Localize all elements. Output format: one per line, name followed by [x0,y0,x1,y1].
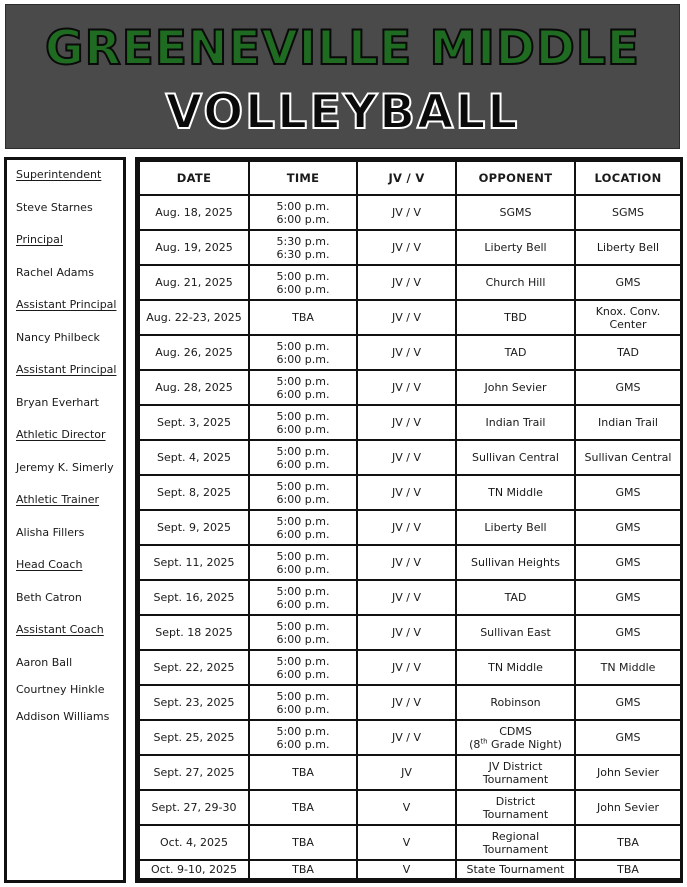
location-cell: Sullivan Central [575,440,681,475]
location-cell: GMS [575,370,681,405]
opponent-cell: District Tournament [456,790,575,825]
level-cell: JV / V [357,615,456,650]
level-cell: V [357,825,456,860]
opponent-cell: TAD [456,580,575,615]
table-row [139,615,681,650]
level-cell: V [357,860,456,879]
date-cell: Sept. 9, 2025 [139,510,249,545]
table-row [139,685,681,720]
level-cell: JV / V [357,195,456,230]
table-row [139,300,681,335]
staff-role: Principal [16,233,63,246]
location-cell: GMS [575,545,681,580]
time-cell: 5:00 p.m. 6:00 p.m. [249,510,357,545]
opponent-cell: TBD [456,300,575,335]
location-cell: SGMS [575,195,681,230]
opponent-cell: JV District Tournament [456,755,575,790]
date-cell: Aug. 21, 2025 [139,265,249,300]
opponent-cell: Regional Tournament [456,825,575,860]
date-cell: Sept. 23, 2025 [139,685,249,720]
level-cell: JV / V [357,405,456,440]
level-cell: JV / V [357,300,456,335]
staff-name: Jeremy K. Simerly [16,460,114,474]
time-cell: TBA [249,825,357,860]
opponent-cell: John Sevier [456,370,575,405]
time-cell: 5:00 p.m. 6:00 p.m. [249,475,357,510]
staff-role: Assistant Principal [16,298,117,311]
level-cell: JV / V [357,265,456,300]
staff-name: Aaron Ball [16,655,73,669]
level-cell: JV / V [357,370,456,405]
level-cell: JV / V [357,230,456,265]
location-cell: Liberty Bell [575,230,681,265]
table-row [139,335,681,370]
table-row [139,580,681,615]
location-cell: TBA [575,825,681,860]
time-cell: TBA [249,860,357,879]
table-row [139,545,681,580]
location-cell: John Sevier [575,790,681,825]
table-row [139,440,681,475]
time-cell: TBA [249,790,357,825]
time-cell: 5:00 p.m. 6:00 p.m. [249,615,357,650]
time-cell: 5:00 p.m. 6:00 p.m. [249,335,357,370]
staff-name: Nancy Philbeck [16,330,100,344]
time-cell: 5:00 p.m. 6:00 p.m. [249,370,357,405]
time-cell: 5:00 p.m. 6:00 p.m. [249,580,357,615]
time-cell: 5:00 p.m. 6:00 p.m. [249,265,357,300]
time-cell: 5:00 p.m. 6:00 p.m. [249,720,357,755]
location-cell: John Sevier [575,755,681,790]
level-cell: JV / V [357,440,456,475]
schedule-table-container [135,157,683,883]
date-cell: Sept. 4, 2025 [139,440,249,475]
staff-name: Courtney Hinkle [16,682,105,696]
staff-name: Rachel Adams [16,265,94,279]
table-row [139,195,681,230]
header-level: JV / V [357,161,456,195]
opponent-cell: Liberty Bell [456,230,575,265]
level-cell: JV / V [357,475,456,510]
staff-role: Assistant Coach [16,623,104,636]
staff-role: Head Coach [16,558,83,571]
header-banner [5,4,680,149]
table-row [139,860,681,879]
header-date: DATE [139,161,249,195]
opponent-cell: Robinson [456,685,575,720]
opponent-cell: Sullivan East [456,615,575,650]
table-row [139,790,681,825]
location-cell: GMS [575,685,681,720]
time-cell: 5:00 p.m. 6:00 p.m. [249,685,357,720]
header-time: TIME [249,161,357,195]
header-opponent: OPPONENT [456,161,575,195]
staff-list [4,157,126,883]
opponent-cell: Church Hill [456,265,575,300]
staff-role: Superintendent [16,168,102,181]
time-cell: 5:00 p.m. 6:00 p.m. [249,650,357,685]
time-cell: 5:30 p.m. 6:30 p.m. [249,230,357,265]
table-row [139,405,681,440]
staff-name: Alisha Fillers [16,525,85,539]
opponent-cell: TN Middle [456,475,575,510]
staff-name: Addison Williams [16,709,110,723]
opponent-cell: State Tournament [456,860,575,879]
opponent-cell: Sullivan Heights [456,545,575,580]
date-cell: Sept. 8, 2025 [139,475,249,510]
location-cell: TAD [575,335,681,370]
table-header-row [139,161,681,195]
level-cell: JV / V [357,685,456,720]
school-title: GREENEVILLE MIDDLE [45,21,640,76]
date-cell: Aug. 22-23, 2025 [139,300,249,335]
date-cell: Oct. 9-10, 2025 [139,860,249,879]
table-row [139,370,681,405]
table-row [139,650,681,685]
date-cell: Sept. 11, 2025 [139,545,249,580]
location-cell: Knox. Conv. Center [575,300,681,335]
location-cell: GMS [575,615,681,650]
level-cell: JV / V [357,720,456,755]
location-cell: GMS [575,475,681,510]
opponent-cell: SGMS [456,195,575,230]
time-cell: 5:00 p.m. 6:00 p.m. [249,195,357,230]
location-cell: GMS [575,720,681,755]
table-row [139,230,681,265]
staff-name: Beth Catron [16,590,82,604]
schedule-table [138,160,682,880]
location-cell: GMS [575,265,681,300]
date-cell: Sept. 3, 2025 [139,405,249,440]
table-row [139,475,681,510]
table-row [139,265,681,300]
time-cell: TBA [249,300,357,335]
staff-role: Athletic Trainer [16,493,100,506]
time-cell: 5:00 p.m. 6:00 p.m. [249,405,357,440]
date-cell: Aug. 28, 2025 [139,370,249,405]
date-cell: Sept. 27, 2025 [139,755,249,790]
sport-title: VOLLEYBALL [165,85,520,140]
opponent-cell: Liberty Bell [456,510,575,545]
opponent-cell: Sullivan Central [456,440,575,475]
staff-name: Bryan Everhart [16,395,99,409]
opponent-cell: TN Middle [456,650,575,685]
opponent-cell: TAD [456,335,575,370]
staff-role: Athletic Director [16,428,106,441]
level-cell: JV / V [357,580,456,615]
table-row [139,510,681,545]
date-cell: Oct. 4, 2025 [139,825,249,860]
level-cell: JV / V [357,510,456,545]
level-cell: JV / V [357,545,456,580]
location-cell: Indian Trail [575,405,681,440]
date-cell: Aug. 18, 2025 [139,195,249,230]
table-row [139,825,681,860]
date-cell: Sept. 25, 2025 [139,720,249,755]
date-cell: Sept. 22, 2025 [139,650,249,685]
level-cell: V [357,790,456,825]
time-cell: TBA [249,755,357,790]
level-cell: JV / V [357,650,456,685]
location-cell: TN Middle [575,650,681,685]
location-cell: TBA [575,860,681,879]
time-cell: 5:00 p.m. 6:00 p.m. [249,545,357,580]
date-cell: Sept. 18 2025 [139,615,249,650]
header-location: LOCATION [575,161,681,195]
location-cell: GMS [575,510,681,545]
time-cell: 5:00 p.m. 6:00 p.m. [249,440,357,475]
opponent-cell: CDMS (8th Grade Night) [456,720,575,755]
staff-name: Steve Starnes [16,200,93,214]
date-cell: Sept. 16, 2025 [139,580,249,615]
level-cell: JV [357,755,456,790]
level-cell: JV / V [357,335,456,370]
location-cell: GMS [575,580,681,615]
opponent-cell: Indian Trail [456,405,575,440]
table-row [139,755,681,790]
date-cell: Aug. 19, 2025 [139,230,249,265]
staff-role: Assistant Principal [16,363,117,376]
date-cell: Sept. 27, 29-30 [139,790,249,825]
table-row [139,720,681,755]
date-cell: Aug. 26, 2025 [139,335,249,370]
